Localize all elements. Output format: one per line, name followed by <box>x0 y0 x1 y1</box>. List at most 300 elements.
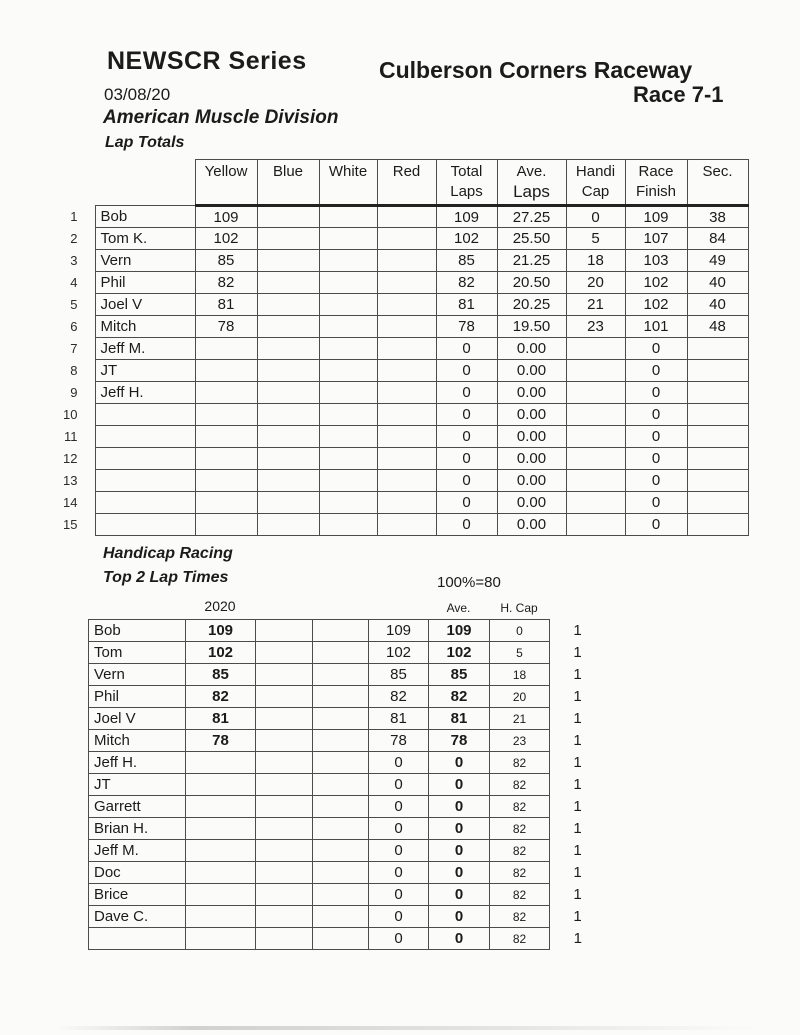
cell-total-laps: 0 <box>436 492 497 514</box>
cell-laps: 82 <box>369 686 429 708</box>
cell-yellow <box>195 448 257 470</box>
cell-col3 <box>313 862 369 884</box>
cell-blue <box>257 316 319 338</box>
row-number: 4 <box>70 275 78 290</box>
header-line-1: Yellow <box>204 163 248 180</box>
handicap-row <box>89 686 606 708</box>
col-header-yellow <box>195 160 257 206</box>
cell-blue <box>257 448 319 470</box>
lap-totals-row <box>55 294 748 316</box>
cell-multiplier: 1 <box>573 776 582 793</box>
cell-col2 <box>256 620 313 642</box>
header-line-1: Handi <box>575 163 616 180</box>
cell-ave: 0 <box>429 774 490 796</box>
cell-h-cap: 82 <box>490 774 550 796</box>
cell-col3 <box>313 928 369 950</box>
cell-multiplier: 1 <box>573 908 582 925</box>
rownum-header-spacer <box>55 160 95 206</box>
col-header-blue <box>257 160 319 206</box>
lap-totals-row <box>55 426 748 448</box>
cell-best-2020: 78 <box>186 730 256 752</box>
cell-multiplier: 1 <box>573 732 582 749</box>
cell-multiplier: 1 <box>573 622 582 639</box>
cell-col2 <box>256 906 313 928</box>
cell-yellow: 78 <box>195 316 257 338</box>
cell-yellow <box>195 338 257 360</box>
cell-race-finish: 0 <box>625 470 687 492</box>
cell-laps: 0 <box>369 928 429 950</box>
cell-blue <box>257 250 319 272</box>
cell-laps: 0 <box>369 796 429 818</box>
cell-name <box>95 448 195 470</box>
cell-col2 <box>256 884 313 906</box>
cell-name: Jeff H. <box>95 382 195 404</box>
cell-name <box>95 514 195 536</box>
cell-multiplier: 1 <box>573 864 582 881</box>
cell-best-2020 <box>186 862 256 884</box>
cell-total-laps: 0 <box>436 470 497 492</box>
cell-best-2020 <box>186 796 256 818</box>
cell-yellow <box>195 470 257 492</box>
cell-col2 <box>256 928 313 950</box>
cell-sec <box>687 492 748 514</box>
cell-blue <box>257 404 319 426</box>
cell-red <box>377 492 436 514</box>
cell-name: Vern <box>95 250 195 272</box>
handicap-row <box>89 884 606 906</box>
cell-name: Bob <box>95 206 195 228</box>
cell-col3 <box>313 708 369 730</box>
cell-race-finish: 0 <box>625 382 687 404</box>
cell-handi-cap <box>566 448 625 470</box>
cell-h-cap: 20 <box>490 686 550 708</box>
cell-race-finish: 109 <box>625 206 687 228</box>
cell-handi-cap: 5 <box>566 228 625 250</box>
cell-sec: 38 <box>687 206 748 228</box>
row-number: 2 <box>70 231 78 246</box>
cell-red <box>377 338 436 360</box>
cell-best-2020: 81 <box>186 708 256 730</box>
cell-handi-cap: 0 <box>566 206 625 228</box>
cell-h-cap: 82 <box>490 906 550 928</box>
cell-total-laps: 82 <box>436 272 497 294</box>
cell-handi-cap <box>566 470 625 492</box>
cell-blue <box>257 206 319 228</box>
handicap-row <box>89 906 606 928</box>
cell-best-2020 <box>186 906 256 928</box>
cell-multiplier: 1 <box>573 798 582 815</box>
division-title: American Muscle Division <box>103 107 339 128</box>
handicap-row <box>89 796 606 818</box>
cell-sec <box>687 382 748 404</box>
cell-best-2020 <box>186 884 256 906</box>
cell-sec: 48 <box>687 316 748 338</box>
cell-ave-laps: 19.50 <box>497 316 566 338</box>
ave-column-header: Ave. <box>446 601 471 615</box>
lap-totals-row <box>55 470 748 492</box>
cell-h-cap: 5 <box>490 642 550 664</box>
row-number: 13 <box>63 473 78 488</box>
cell-best-2020: 109 <box>186 620 256 642</box>
lap-totals-row <box>55 404 748 426</box>
lap-totals-row <box>55 250 748 272</box>
hcap-column-header: H. Cap <box>500 601 538 615</box>
cell-ave-laps: 0.00 <box>497 426 566 448</box>
cell-name: Garrett <box>89 796 186 818</box>
cell-col3 <box>313 642 369 664</box>
handicap-row <box>89 774 606 796</box>
cell-col2 <box>256 730 313 752</box>
cell-name <box>95 426 195 448</box>
cell-yellow <box>195 360 257 382</box>
cell-yellow: 85 <box>195 250 257 272</box>
cell-ave-laps: 0.00 <box>497 492 566 514</box>
cell-total-laps: 81 <box>436 294 497 316</box>
cell-ave-laps: 0.00 <box>497 448 566 470</box>
lap-totals-row <box>55 382 748 404</box>
cell-white <box>319 514 377 536</box>
cell-yellow <box>195 514 257 536</box>
cell-ave: 0 <box>429 752 490 774</box>
cell-red <box>377 206 436 228</box>
scan-edge-artifact <box>55 1026 755 1030</box>
header-line-1: Race <box>638 163 674 180</box>
cell-red <box>377 470 436 492</box>
col-header-white <box>319 160 377 206</box>
cell-white <box>319 228 377 250</box>
cell-ave-laps: 0.00 <box>497 404 566 426</box>
cell-ave-laps: 0.00 <box>497 338 566 360</box>
cell-sec: 84 <box>687 228 748 250</box>
cell-handi-cap <box>566 404 625 426</box>
lap-totals-title: Lap Totals <box>105 134 185 151</box>
cell-red <box>377 514 436 536</box>
cell-race-finish: 0 <box>625 338 687 360</box>
cell-h-cap: 21 <box>490 708 550 730</box>
row-number: 8 <box>70 363 78 378</box>
cell-laps: 0 <box>369 752 429 774</box>
top2-laptimes-title: Top 2 Lap Times <box>103 569 229 586</box>
cell-white <box>319 382 377 404</box>
handicap-row <box>89 708 606 730</box>
cell-sec: 49 <box>687 250 748 272</box>
cell-blue <box>257 228 319 250</box>
cell-name <box>89 928 186 950</box>
lap-totals-row <box>55 448 748 470</box>
header-line-1: Sec. <box>702 163 733 180</box>
row-number: 7 <box>70 341 78 356</box>
cell-name: Phil <box>89 686 186 708</box>
cell-col2 <box>256 796 313 818</box>
cell-race-finish: 102 <box>625 272 687 294</box>
cell-h-cap: 82 <box>490 862 550 884</box>
handicap-row <box>89 642 606 664</box>
cell-handi-cap: 23 <box>566 316 625 338</box>
col-header-red <box>377 160 436 206</box>
cell-total-laps: 0 <box>436 426 497 448</box>
handicap-row <box>89 620 606 642</box>
col-header-total-laps <box>436 160 497 206</box>
cell-ave-laps: 0.00 <box>497 514 566 536</box>
cell-name: Mitch <box>89 730 186 752</box>
header-line-1: Total <box>450 163 483 180</box>
cell-white <box>319 426 377 448</box>
cell-multiplier: 1 <box>573 710 582 727</box>
cell-ave: 78 <box>429 730 490 752</box>
cell-name: JT <box>95 360 195 382</box>
cell-ave-laps: 21.25 <box>497 250 566 272</box>
cell-race-finish: 0 <box>625 492 687 514</box>
lap-totals-row <box>55 228 748 250</box>
cell-white <box>319 492 377 514</box>
cell-total-laps: 0 <box>436 514 497 536</box>
cell-laps: 0 <box>369 884 429 906</box>
cell-handi-cap <box>566 426 625 448</box>
cell-name: Bob <box>89 620 186 642</box>
cell-ave: 0 <box>429 796 490 818</box>
cell-multiplier: 1 <box>573 842 582 859</box>
handicap-row <box>89 818 606 840</box>
cell-col3 <box>313 774 369 796</box>
cell-col2 <box>256 752 313 774</box>
row-number: 10 <box>63 407 78 422</box>
cell-sec <box>687 470 748 492</box>
cell-name: Brice <box>89 884 186 906</box>
cell-laps: 0 <box>369 774 429 796</box>
cell-yellow: 82 <box>195 272 257 294</box>
row-number: 15 <box>63 517 78 532</box>
cell-handi-cap <box>566 514 625 536</box>
header-line-1: Red <box>392 163 421 180</box>
cell-name <box>95 470 195 492</box>
col-header-ave-laps <box>497 160 566 206</box>
lap-totals-row <box>55 316 748 338</box>
cell-red <box>377 404 436 426</box>
cell-total-laps: 0 <box>436 404 497 426</box>
cell-col3 <box>313 730 369 752</box>
cell-handi-cap <box>566 338 625 360</box>
cell-col2 <box>256 708 313 730</box>
row-number: 12 <box>63 451 78 466</box>
row-number: 9 <box>70 385 78 400</box>
header-line-2: Laps <box>450 183 483 200</box>
cell-h-cap: 18 <box>490 664 550 686</box>
cell-name: Jeff H. <box>89 752 186 774</box>
cell-laps: 85 <box>369 664 429 686</box>
cell-laps: 0 <box>369 906 429 928</box>
cell-blue <box>257 360 319 382</box>
cell-white <box>319 338 377 360</box>
cell-name: Joel V <box>95 294 195 316</box>
cell-yellow <box>195 426 257 448</box>
header-line-1: White <box>328 163 368 180</box>
cell-total-laps: 0 <box>436 382 497 404</box>
handicap-row <box>89 752 606 774</box>
date-label: 03/08/20 <box>104 85 171 104</box>
cell-white <box>319 206 377 228</box>
cell-race-finish: 0 <box>625 404 687 426</box>
cell-race-finish: 0 <box>625 514 687 536</box>
handicap-table <box>88 619 606 950</box>
cell-white <box>319 404 377 426</box>
cell-total-laps: 0 <box>436 448 497 470</box>
cell-name <box>95 492 195 514</box>
row-number: 6 <box>70 319 78 334</box>
cell-h-cap: 82 <box>490 884 550 906</box>
cell-red <box>377 316 436 338</box>
cell-ave: 85 <box>429 664 490 686</box>
cell-multiplier: 1 <box>573 688 582 705</box>
cell-multiplier: 1 <box>573 666 582 683</box>
cell-race-finish: 103 <box>625 250 687 272</box>
cell-name: Tom <box>89 642 186 664</box>
cell-col3 <box>313 686 369 708</box>
cell-blue <box>257 272 319 294</box>
cell-h-cap: 82 <box>490 928 550 950</box>
cell-ave: 102 <box>429 642 490 664</box>
cell-laps: 102 <box>369 642 429 664</box>
cell-best-2020: 85 <box>186 664 256 686</box>
cell-col2 <box>256 774 313 796</box>
cell-multiplier: 1 <box>573 930 582 947</box>
cell-name: Jeff M. <box>89 840 186 862</box>
cell-ave-laps: 27.25 <box>497 206 566 228</box>
cell-ave: 0 <box>429 840 490 862</box>
lap-totals-row <box>55 360 748 382</box>
cell-col2 <box>256 686 313 708</box>
cell-yellow <box>195 382 257 404</box>
cell-red <box>377 294 436 316</box>
cell-total-laps: 102 <box>436 228 497 250</box>
cell-ave: 109 <box>429 620 490 642</box>
cell-name <box>95 404 195 426</box>
row-number: 11 <box>64 429 78 444</box>
cell-ave: 81 <box>429 708 490 730</box>
cell-multiplier: 1 <box>573 754 582 771</box>
cell-ave: 0 <box>429 928 490 950</box>
cell-name: Jeff M. <box>95 338 195 360</box>
percent-equals-label: 100%=80 <box>437 574 501 591</box>
handicap-row <box>89 730 606 752</box>
cell-total-laps: 0 <box>436 338 497 360</box>
cell-sec <box>687 426 748 448</box>
cell-handi-cap <box>566 382 625 404</box>
cell-red <box>377 228 436 250</box>
col-header-handi-cap <box>566 160 625 206</box>
row-number: 1 <box>70 209 78 224</box>
cell-red <box>377 426 436 448</box>
cell-white <box>319 272 377 294</box>
cell-col3 <box>313 620 369 642</box>
cell-col2 <box>256 840 313 862</box>
cell-name: JT <box>89 774 186 796</box>
row-number: 14 <box>63 495 78 510</box>
cell-ave-laps: 0.00 <box>497 360 566 382</box>
cell-name: Brian H. <box>89 818 186 840</box>
cell-ave: 0 <box>429 862 490 884</box>
cell-total-laps: 78 <box>436 316 497 338</box>
cell-col3 <box>313 818 369 840</box>
cell-blue <box>257 470 319 492</box>
cell-col3 <box>313 906 369 928</box>
cell-h-cap: 82 <box>490 818 550 840</box>
cell-race-finish: 101 <box>625 316 687 338</box>
lap-totals-table <box>55 159 749 536</box>
cell-total-laps: 85 <box>436 250 497 272</box>
cell-total-laps: 0 <box>436 360 497 382</box>
lap-totals-row <box>55 492 748 514</box>
cell-white <box>319 316 377 338</box>
cell-yellow: 109 <box>195 206 257 228</box>
cell-handi-cap: 20 <box>566 272 625 294</box>
cell-handi-cap <box>566 492 625 514</box>
cell-col3 <box>313 884 369 906</box>
cell-blue <box>257 426 319 448</box>
cell-name: Dave C. <box>89 906 186 928</box>
cell-race-finish: 102 <box>625 294 687 316</box>
cell-sec: 40 <box>687 272 748 294</box>
cell-h-cap: 0 <box>490 620 550 642</box>
cell-col3 <box>313 664 369 686</box>
lap-totals-row <box>55 338 748 360</box>
cell-name: Mitch <box>95 316 195 338</box>
cell-blue <box>257 382 319 404</box>
cell-race-finish: 0 <box>625 448 687 470</box>
cell-name: Doc <box>89 862 186 884</box>
cell-total-laps: 109 <box>436 206 497 228</box>
cell-col2 <box>256 862 313 884</box>
handicap-row <box>89 840 606 862</box>
row-number: 5 <box>70 297 78 312</box>
cell-ave-laps: 20.50 <box>497 272 566 294</box>
cell-sec <box>687 514 748 536</box>
cell-race-finish: 107 <box>625 228 687 250</box>
cell-best-2020: 82 <box>186 686 256 708</box>
lap-totals-row <box>55 514 748 536</box>
cell-name: Joel V <box>89 708 186 730</box>
cell-red <box>377 448 436 470</box>
cell-laps: 109 <box>369 620 429 642</box>
cell-red <box>377 272 436 294</box>
cell-white <box>319 294 377 316</box>
cell-laps: 0 <box>369 818 429 840</box>
cell-handi-cap <box>566 360 625 382</box>
cell-multiplier: 1 <box>573 820 582 837</box>
race-number-label: Race 7-1 <box>633 82 724 107</box>
cell-yellow: 81 <box>195 294 257 316</box>
year-column-header: 2020 <box>204 598 236 614</box>
cell-yellow <box>195 492 257 514</box>
cell-blue <box>257 338 319 360</box>
lap-totals-row <box>55 206 748 228</box>
cell-sec <box>687 404 748 426</box>
cell-laps: 78 <box>369 730 429 752</box>
cell-sec: 40 <box>687 294 748 316</box>
cell-red <box>377 250 436 272</box>
cell-best-2020: 102 <box>186 642 256 664</box>
cell-sec <box>687 338 748 360</box>
handicap-row <box>89 862 606 884</box>
cell-white <box>319 360 377 382</box>
cell-name: Phil <box>95 272 195 294</box>
cell-blue <box>257 514 319 536</box>
lap-totals-header-row <box>55 160 748 206</box>
cell-red <box>377 360 436 382</box>
header-line-1: Ave. <box>516 163 547 180</box>
header-line-2: Finish <box>635 183 676 200</box>
cell-best-2020 <box>186 818 256 840</box>
lap-totals-row <box>55 272 748 294</box>
